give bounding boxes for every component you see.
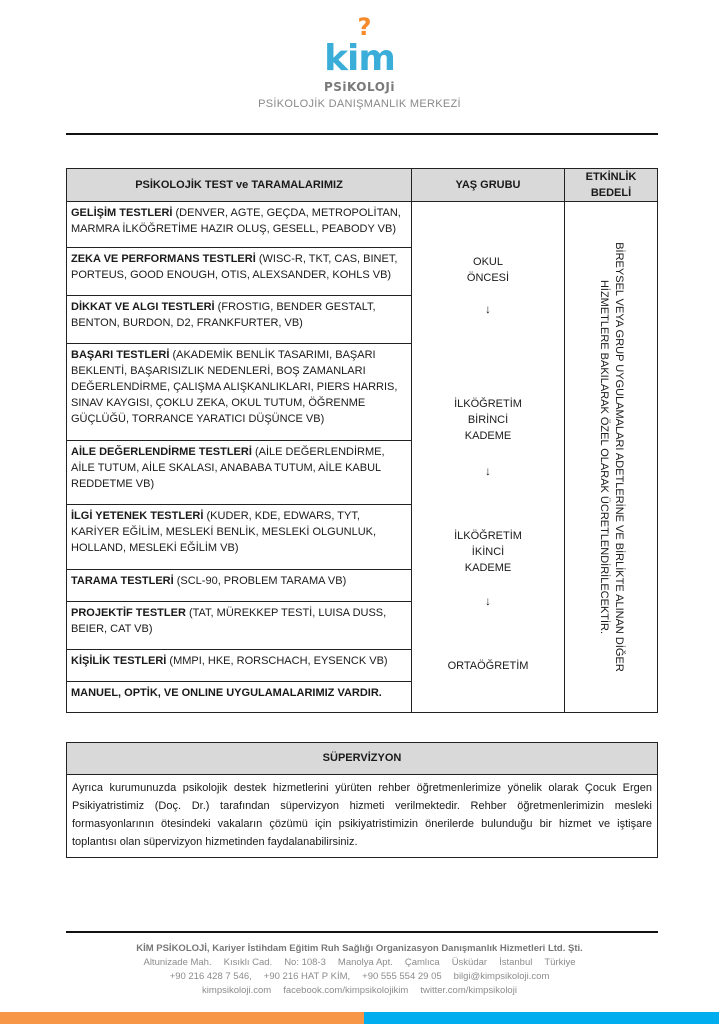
footer-links <box>0 984 719 998</box>
test-cell <box>67 681 412 712</box>
table-header-row <box>67 169 658 202</box>
test-title: KİŞİLİK TESTLERİ <box>71 654 167 667</box>
arrow-down-icon: ↓ <box>485 464 491 478</box>
test-cell <box>67 649 412 681</box>
test-cell <box>67 601 412 649</box>
test-title: AİLE DEĞERLENDİRME TESTLERİ <box>71 446 252 459</box>
test-detail: (SCL-90, PROBLEM TARAMA VB) <box>173 574 347 587</box>
test-detail: (KUDER, KDE, EDWARS, TYT, KARİYER EĞİLİM, MESLEKİ BENLİK, MESLEKİ OLGUNLUK, HOLLAND, MESLEKİ EĞİLİM VB) <box>71 509 377 554</box>
header-fee: ETKİNLİK BEDELİ <box>565 169 658 202</box>
tests-table <box>66 168 658 713</box>
tagline: PSİKOLOJİK DANIŞMANLIK MERKEZİ <box>258 98 461 110</box>
test-detail: (AİLE DEĞERLENDİRME, AİLE TUTUM, AİLE SKALASI, ANABABA TUTUM, AİLE KABUL REDDETME VB) <box>71 446 385 491</box>
test-cell <box>67 504 412 569</box>
phone-1: +90 216 428 7 546, <box>169 971 252 982</box>
age-group-secondary: ORTAÖĞRETİM <box>447 660 529 672</box>
facebook-link[interactable]: facebook.com/kimpsikolojikim <box>283 985 409 996</box>
test-detail: (TAT, MÜREKKEP TESTİ, LUISA DUSS, BEIER, CAT VB) <box>71 606 387 635</box>
fee-text: BİREYSEL VEYA GRUP UYGULAMALARI ADETLERİNE VE BİRLİKTE ALINAN DİĞER HİZMETLERE BAKILARAK ÖZEL OLARAK ÜCRETLENDİRİLECEKTİR. <box>598 242 625 672</box>
footer-address: Altunizade Mah. Kısıklı Cad. No: 108-3 Manolya Apt. Çamlıca Üsküdar İstanbul Türkiye <box>143 957 576 968</box>
test-detail: (MMPI, HKE, RORSCHACH, EYSENCK VB) <box>166 654 388 667</box>
logo-subtitle: PSiKOLOJi <box>323 80 395 94</box>
fee-cell <box>565 202 658 713</box>
question-mark-icon: ? <box>357 13 372 41</box>
footer <box>0 942 719 998</box>
footer-contacts <box>0 970 719 984</box>
test-title: DİKKAT VE ALGI TESTLERİ <box>71 301 215 314</box>
header-tests: PSİKOLOJİK TEST ve TARAMALARIMIZ <box>67 169 412 202</box>
test-title: MANUEL, OPTİK, VE ONLINE UYGULAMALARIMIZ VARDIR. <box>71 686 382 699</box>
test-cell <box>67 296 412 344</box>
header-age-group: YAŞ GRUBU <box>412 169 565 202</box>
test-title: ZEKA VE PERFORMANS TESTLERİ <box>71 253 256 266</box>
email-link[interactable]: bilgi@kimpsikoloji.com <box>453 971 550 982</box>
test-cell <box>67 344 412 441</box>
test-title: TARAMA TESTLERİ <box>71 574 174 587</box>
phone-2: +90 216 HAT P KİM, <box>263 971 351 982</box>
footer-divider <box>66 931 658 933</box>
age-group-primary-first: İLKÖĞRETİM BİRİNCİ KADEME <box>454 398 522 442</box>
arrow-down-icon: ↓ <box>485 594 491 608</box>
age-group-preschool: OKUL ÖNCESİ <box>466 256 510 284</box>
footer-company: KİM PSİKOLOJİ, Kariyer İstihdam Eğitim Ruh Sağlığı Organizasyon Danışmanlık Hizmetleri Ltd. Şti. <box>136 943 583 954</box>
test-title: İLGİ YETENEK TESTLERİ <box>71 509 204 522</box>
test-cell <box>67 202 412 248</box>
test-detail: (FROSTIG, BENDER GESTALT, BENTON, BURDON, D2, FRANKFURTER, VB) <box>71 301 376 330</box>
supervision-box <box>66 742 658 858</box>
test-title: GELİŞİM TESTLERİ <box>71 207 173 219</box>
test-title: BAŞARI TESTLERİ <box>71 349 170 362</box>
footer-bar-orange <box>0 1012 364 1024</box>
test-detail: (AKADEMİK BENLİK TASARIMI, BAŞARI BEKLENTİ, BAŞARISIZLIK NEDENLERİ, BOŞ ZAMANLARI DEĞERLENDİRME, ÇALIŞMA ALIŞKANLIKLARI, PIERS HARRIS, SINAV KAYGISI, ÇOKLU ZEKA, OKUL TUTUM, ÖĞRENME GÜÇLÜĞÜ, TORRANCE YARATICI DÜŞÜNCE VB) <box>71 349 398 426</box>
website-link[interactable]: kimpsikoloji.com <box>202 985 272 996</box>
twitter-link[interactable]: twitter.com/kimpsikoloji <box>420 985 517 996</box>
arrow-down-icon: ↓ <box>485 302 491 316</box>
test-cell <box>67 569 412 601</box>
age-group-cell <box>412 202 565 713</box>
supervision-title: SÜPERVİZYON <box>67 743 657 775</box>
supervision-body: Ayrıca kurumunuzda psikolojik destek hizmetlerini yürüten rehber öğretmenlerimize yönelik olarak Çocuk Ergen Psikiyatristimiz (Doç. Dr.) tarafından süpervizyon hizmeti verilmektedir. Rehber öğretmenlerimizin mesleki formasyonlarının ötesindeki vakaların çözümü için psikiyatristimizin önerilerde bulunduğu bir hizmet ve iştişare toplantısı olan süpervizyon hizmetinden faydalanabilirsiniz. <box>72 782 652 848</box>
test-title: PROJEKTİF TESTLER <box>71 606 186 619</box>
test-cell <box>67 441 412 504</box>
test-cell <box>67 248 412 296</box>
age-group-primary-second: İLKÖĞRETİM İKİNCİ KADEME <box>454 530 522 574</box>
test-detail: (DENVER, AGTE, GEÇDA, METROPOLİTAN, MARMRA İLKÖĞRETİME HAZIR OLUŞ, GESELL, PEABODY VB) <box>71 207 401 235</box>
test-detail: (WISC-R, TKT, CAS, BINET, PORTEUS, GOOD ENOUGH, OTIS, ALEXSANDER, KOHLS VB) <box>71 253 398 282</box>
header-divider <box>66 133 658 135</box>
logo-word: kim <box>324 38 395 79</box>
phone-3: +90 555 554 29 05 <box>362 971 442 982</box>
table-row <box>67 202 658 248</box>
footer-bar-blue <box>364 1012 719 1024</box>
